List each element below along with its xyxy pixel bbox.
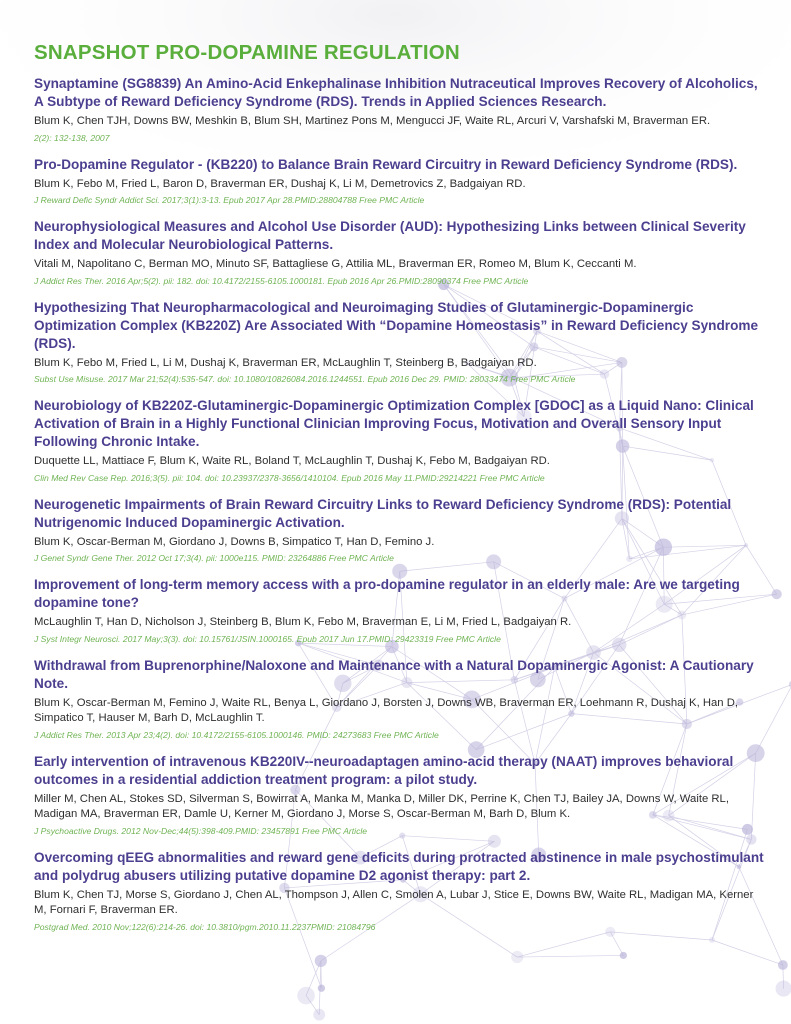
reference-title-link[interactable]: Neurophysiological Measures and Alcohol Use Disorder (AUD): Hypothesizing Links between Clinical Severity Index and Molecular Neurobiological Patterns. — [34, 219, 746, 252]
reference-citation: 2(2): 132-138, 2007 — [34, 132, 110, 143]
page-title: SNAPSHOT PRO-DOPAMINE REGULATION — [34, 41, 460, 64]
reference-citation: J Addict Res Ther. 2013 Apr 23;4(2). doi: 10.4172/2155-6105.1000146. PMID: 24273683 Free PMC Article — [34, 729, 439, 740]
reference-authors: Blum K, Febo M, Fried L, Baron D, Braverman ER, Dushaj K, Li M, Demetrovics Z, Badgaiyan RD. — [34, 177, 526, 190]
network-node — [778, 960, 788, 970]
network-node — [297, 987, 315, 1005]
reference-citation: Postgrad Med. 2010 Nov;122(6):214-26. doi: 10.3810/pgm.2010.11.2237PMID: 21084796 — [34, 921, 376, 932]
reference-entry — [34, 218, 764, 287]
reference-authors: McLaughlin T, Han D, Nicholson J, Steinberg B, Blum K, Febo M, Braverman E, Li M, Fried L, Badgaiyan R. — [34, 616, 572, 628]
reference-citation: J Psychoactive Drugs. 2012 Nov-Dec;44(5):398-409.PMID: 23457891 Free PMC Article — [34, 825, 368, 836]
reference-entry — [34, 849, 764, 933]
network-node — [511, 951, 523, 963]
reference-authors: Duquette LL, Mattiace F, Blum K, Waite RL, Boland T, McLaughlin T, Dushaj K, Febo M, Badgaiyan RD. — [34, 455, 550, 467]
reference-citation: Subst Use Misuse. 2017 Mar 21;52(4):535-547. doi: 10.1080/10826084.2016.1244551. Epub 2016 Dec 29. PMID: 28033474 Free PMC Article — [34, 374, 576, 384]
reference-authors: Blum K, Oscar-Berman M, Giordano J, Downs B, Simpatico T, Han D, Femino J. — [34, 535, 435, 548]
reference-title-link[interactable]: Synaptamine (SG8839) An Amino-Acid Enkephalinase Inhibition Nutraceutical Improves Recovery of Alcoholics, A Subtype of Reward Deficiency Syndrome (RDS). Trends in Applied Sciences Research. — [34, 76, 758, 109]
reference-entry — [34, 299, 764, 386]
reference-entry — [34, 496, 764, 565]
network-node — [772, 589, 782, 599]
reference-citation: J Syst Integr Neurosci. 2017 May;3(3). doi: 10.15761/JSIN.1000165. Epub 2017 Jun 17.PMID: 29423319 Free PMC Article — [34, 633, 501, 644]
reference-citation: J Genet Syndr Gene Ther. 2012 Oct 17;3(4). pii: 1000e115. PMID: 23264886 Free PMC Article — [34, 553, 394, 563]
network-node — [318, 985, 325, 992]
reference-list — [34, 75, 764, 933]
reference-citation: J Reward Defic Syndr Addict Sci. 2017;3(1):3-13. Epub 2017 Apr 28.PMID:28804788 Free PMC Article — [34, 195, 425, 205]
reference-title-link[interactable]: Early intervention of intravenous KB220IV--neuroadaptagen amino-acid therapy (NAAT) improves behavioral outcomes in a residential addiction treatment program: a pilot study. — [34, 753, 734, 787]
network-node — [315, 955, 327, 967]
reference-authors: Blum K, Chen TJH, Downs BW, Meshkin B, Blum SH, Martinez Pons M, Mengucci JF, Waite RL, Arcuri V, Varshafski M, Braverman ER. — [34, 115, 711, 127]
reference-entry — [34, 75, 764, 144]
network-node — [313, 1009, 325, 1021]
reference-authors: Vitali M, Napolitano C, Berman MO, Minuto SF, Battagliese G, Attilia ML, Braverman ER, Romeo M, Blum K, Ceccanti M. — [34, 258, 637, 270]
reference-authors: Blum K, Febo M, Fried L, Li M, Dushaj K, Braverman ER, McLaughlin T, Steinberg B, Badgaiyan RD. — [34, 356, 537, 369]
reference-entry — [34, 397, 764, 484]
reference-entry — [34, 753, 764, 837]
reference-authors: Miller M, Chen AL, Stokes SD, Silverman S, Bowirrat A, Manka M, Manka D, Miller DK, Perrine K, Chen TJ, Bailey JA, Downs W, Waite RL, Madigan MA, Braverman ER, Damle U, Kerner M, Giordano J, Morse S, Oscar-Berman M, Barh D, Blum K. — [34, 792, 729, 820]
reference-citation: J Addict Res Ther. 2016 Apr;5(2). pii: 182. doi: 10.4172/2155-6105.1000181. Epub 2016 Apr 26.PMID:28090374 Free PMC Article — [34, 275, 529, 286]
reference-authors: Blum K, Oscar-Berman M, Femino J, Waite RL, Benya L, Giordano J, Borsten J, Downs WB, Braverman ER, Loehmann R, Dushaj K, Han D, Simpatico T, Hauser M, Barh D, McLaughlin T. — [34, 696, 739, 724]
reference-entry — [34, 576, 764, 645]
network-node — [776, 981, 791, 997]
reference-title-link[interactable]: Improvement of long-term memory access with a pro-dopamine regulator in an elderly male: Are we targeting dopamine tone? — [34, 577, 740, 610]
reference-title-link[interactable]: Neurobiology of KB220Z-Glutaminergic-Dopaminergic Optimization Complex [GDOC] as a Liquid Nano: Clinical Activation of Brain in a Highly Functional Clinician Improving Focus, Motivation and Overall Sensory Input Following Chronic Intake. — [34, 398, 754, 449]
reference-citation: Clin Med Rev Case Rep. 2016;3(5). pii: 104. doi: 10.23937/2378-3656/1410104. Epub 2016 May 11.PMID:29214221 Free PMC Article — [34, 472, 545, 483]
reference-title-link[interactable]: Neurogenetic Impairments of Brain Reward Circuitry Links to Reward Deficiency Syndrome (RDS): Potential Nutrigenomic Induced Dopaminergic Activation. — [34, 496, 732, 530]
reference-title-link[interactable]: Pro-Dopamine Regulator - (KB220) to Balance Brain Reward Circuitry in Reward Deficiency Syndrome (RDS). — [34, 156, 738, 172]
reference-entry — [34, 657, 764, 741]
reference-title-link[interactable]: Overcoming qEEG abnormalities and reward gene deficits during protracted abstinence in male psychostimulant and polydrug abusers utilizing putative dopamine D2 agonist therapy: part 2. — [34, 849, 764, 883]
reference-title-link[interactable]: Hypothesizing That Neuropharmacological and Neuroimaging Studies of Glutaminergic-Dopaminergic Optimization Complex (KB220Z) Are Associated With “Dopamine Homeostasis” in Reward Deficiency Syndrome (RDS). — [34, 299, 759, 351]
reference-entry — [34, 156, 764, 207]
network-node — [620, 952, 627, 959]
document-content — [34, 40, 764, 945]
reference-authors: Blum K, Chen TJ, Morse S, Giordano J, Chen AL, Thompson J, Allen C, Smolen A, Lubar J, Stice E, Downs BW, Waite RL, Madigan MA, Kerner M, Fornari F, Braverman ER. — [34, 888, 754, 916]
reference-title-link[interactable]: Withdrawal from Buprenorphine/Naloxone and Maintenance with a Natural Dopaminergic Agonist: A Cautionary Note. — [34, 657, 754, 691]
